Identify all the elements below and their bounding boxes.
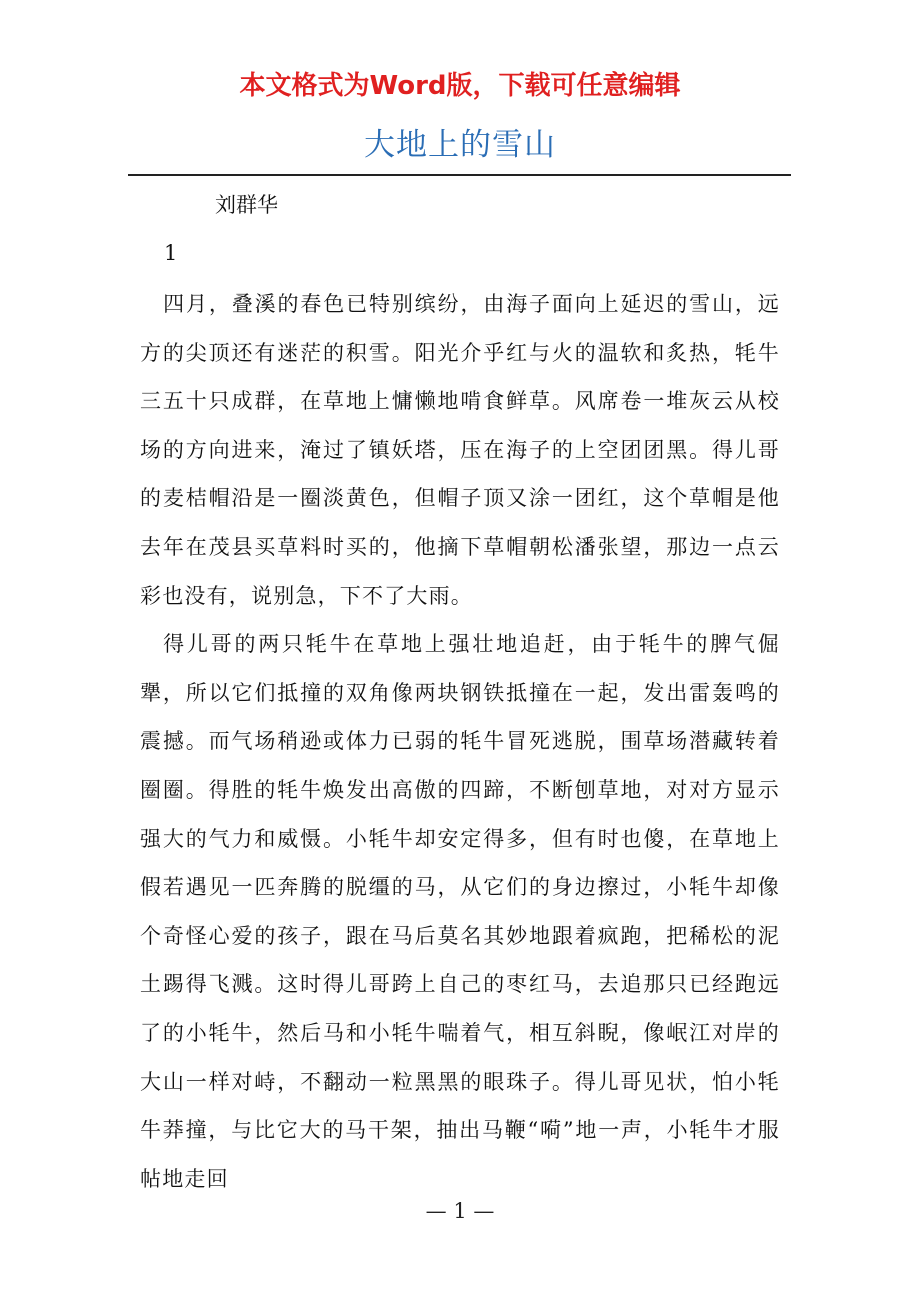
paragraph: 得儿哥的两只牦牛在草地上强壮地追赶，由于牦牛的脾气倔犟，所以它们抵撞的双角像两块钢铁抵撞在一起，发出雷轰鸣的震撼。而气场稍逊或体力已弱的牦牛冒死逃脱，围草场潜藏转着圈圈。得胜的牦牛焕发出高傲的四蹄，不断刨草地，对对方显示强大的气力和威慑。小牦牛却安定得多，但有时也傻，在草地上假若遇见一匹奔腾的脱缰的马，从它们的身边擦过，小牦牛却像个奇怪心爱的孩子，跟在马后莫名其妙地跟着疯跑，把稀松的泥土踢得飞溅。这时得儿哥跨上自己的枣红马，去追那只已经跑远了的小牦牛，然后马和小牦牛喘着气，相互斜睨，像岷江对岸的大山一样对峙，不翻动一粒黑黑的眼珠子。得儿哥见状，怕小牦牛莽撞，与比它大的马干架，抽出马鞭“嗬”地一声，小牦牛才服帖地走回 — [140, 632, 780, 1191]
title-divider — [128, 174, 791, 176]
page-number: — 1 — — [425, 1199, 495, 1223]
author-name: 刘群华 — [215, 193, 278, 217]
page-title: 大地上的雪山 — [364, 127, 556, 163]
article-body — [140, 280, 780, 1203]
section-number: 1 — [164, 241, 178, 265]
format-notice: 本文格式为Word版，下载可任意编辑 — [239, 71, 681, 101]
paragraph: 四月，叠溪的春色已特别缤纷，由海子面向上延迟的雪山，远方的尖顶还有迷茫的积雪。阳光介乎红与火的温软和炙热，牦牛三五十只成群，在草地上慵懒地啃食鲜草。风席卷一堆灰云从校场的方向进来，淹过了镇妖塔，压在海子的上空团团黑。得儿哥的麦桔帽沿是一圈淡黄色，但帽子顶又涂一团红，这个草帽是他去年在茂县买草料时买的，他摘下草帽朝松潘张望，那边一点云彩也没有，说别急，下不了大雨。 — [140, 292, 780, 608]
